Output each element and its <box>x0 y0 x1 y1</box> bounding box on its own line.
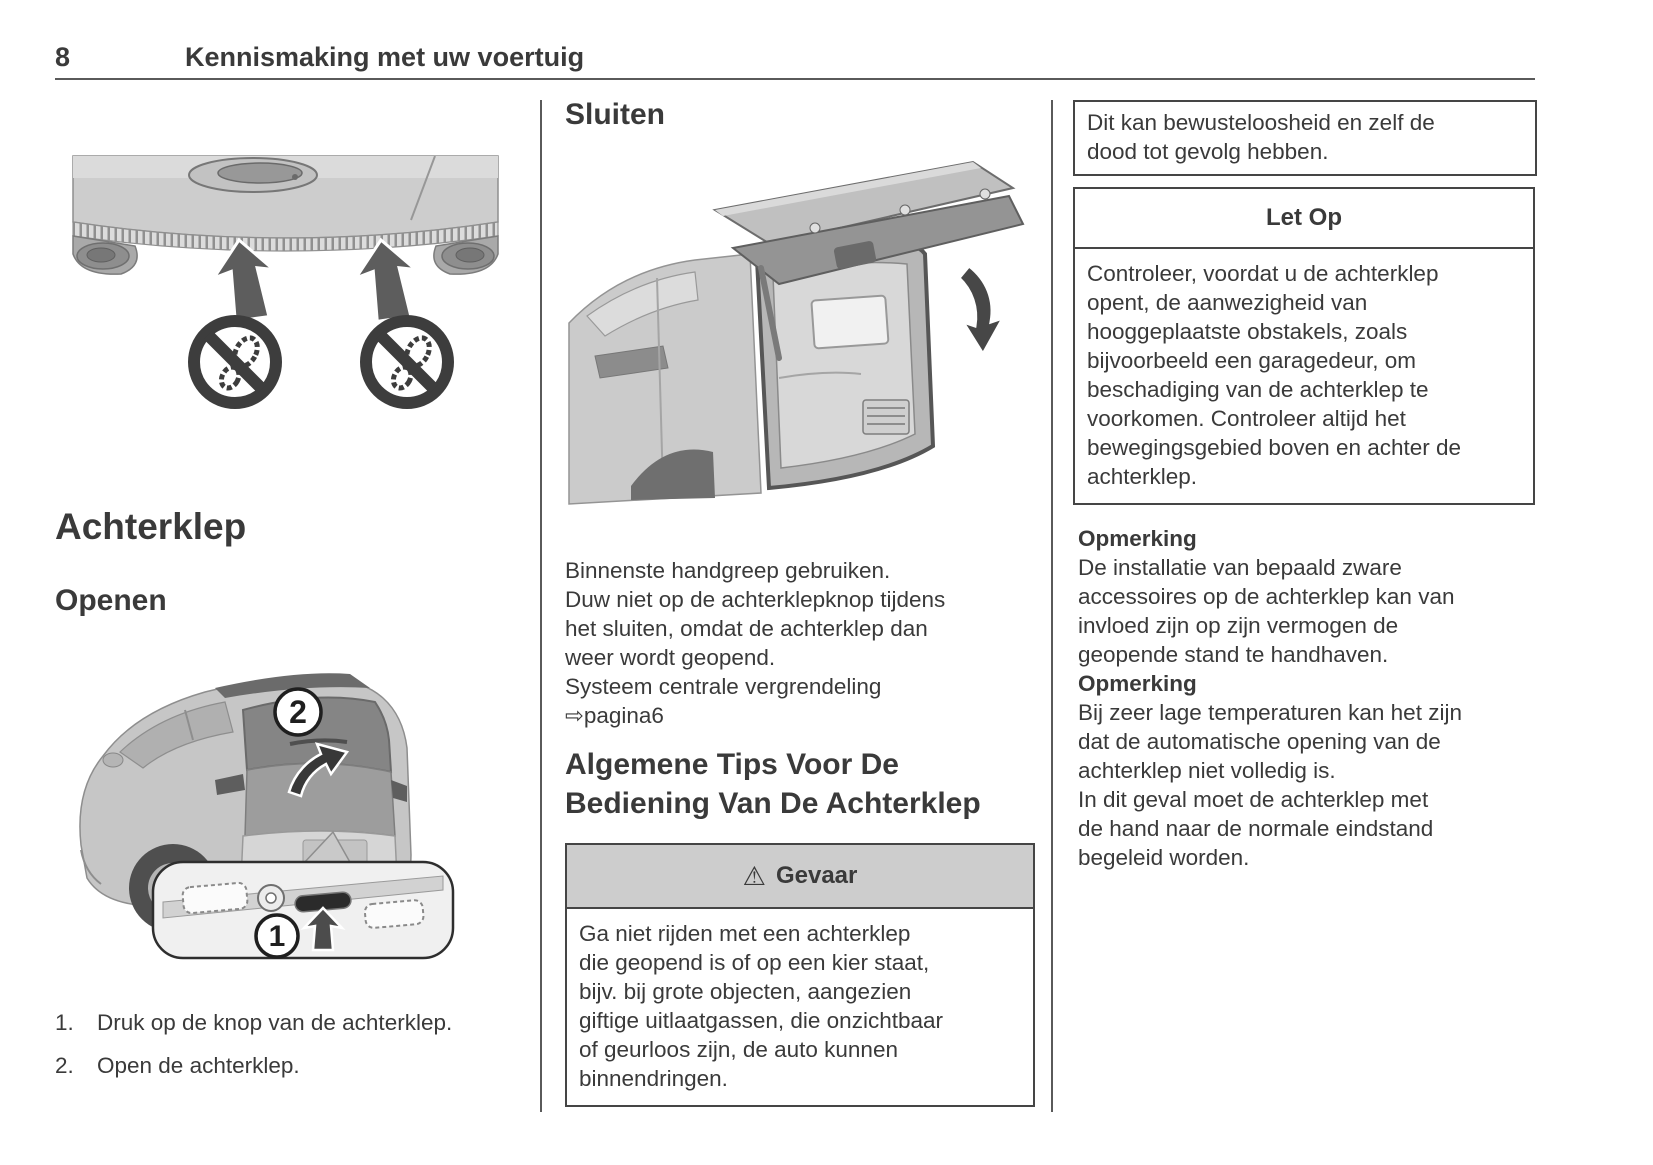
text-line: Systeem centrale vergrendeling <box>565 674 882 699</box>
step-number: 1. <box>55 1010 74 1035</box>
danger-continuation-box <box>1073 100 1537 176</box>
text-line: giftige uitlaatgassen, die onzichtbaar <box>579 1008 943 1033</box>
caution-box-body <box>1075 249 1533 503</box>
text-line: het sluiten, omdat de achterklep dan <box>565 616 928 641</box>
chapter-title: Kennismaking met uw voertuig <box>185 42 585 72</box>
callout-2-label: 2 <box>289 694 307 730</box>
text-line: Binnenste handgreep gebruiken. <box>565 558 891 583</box>
plate-lamp <box>364 900 424 929</box>
bumper-no-step-illustration <box>63 150 508 432</box>
text-line: bijvoorbeeld een garagedeur, om <box>1087 348 1416 373</box>
cross-reference-pagina6: ⇨pagina6 <box>565 703 664 728</box>
step-text: Druk op de knop van de achterklep. <box>97 1010 453 1035</box>
closing-paragraph <box>565 556 945 730</box>
column-separator-left <box>540 100 542 1112</box>
text-line: De installatie van bepaald zware <box>1078 555 1402 580</box>
text-line: Ga niet rijden met een achterklep <box>579 921 911 946</box>
caution-box-header <box>1075 189 1533 249</box>
danger-box-body <box>567 909 1033 1105</box>
car-rear-open-illustration <box>65 640 485 962</box>
tailgate-panel <box>245 763 395 836</box>
warning-icon: ⚠ <box>742 860 766 891</box>
text-line: de hand naar de normale eindstand <box>1078 816 1434 841</box>
text-line: hooggeplaatste obstakels, zoals <box>1087 319 1408 344</box>
note-label: Opmerking <box>1078 526 1197 551</box>
text-line: In dit geval moet de achterklep met <box>1078 787 1429 812</box>
note-label: Opmerking <box>1078 671 1197 696</box>
notes-block <box>1078 524 1462 872</box>
text-line: opent, de aanwezigheid van <box>1087 290 1368 315</box>
danger-box-title: Gevaar <box>775 862 858 889</box>
section-title-tips: Algemene Tips Voor De Bediening Van De Achterklep <box>565 748 981 820</box>
step-number: 2. <box>55 1053 74 1078</box>
header-rule <box>55 78 1535 80</box>
text-line: dood tot gevolg hebben. <box>1087 139 1329 164</box>
text-line: die geopend is of op een kier staat, <box>579 950 930 975</box>
text-line: achterklep niet volledig is. <box>1078 758 1336 783</box>
caution-box <box>1073 187 1535 505</box>
page-number: 8 <box>55 42 71 72</box>
plate-lamp <box>182 882 248 913</box>
text-line: bewegingsgebied boven en achter de <box>1087 435 1462 460</box>
list-item <box>55 1051 525 1081</box>
text-line: weer wordt geopend. <box>565 645 776 670</box>
column-separator-right <box>1051 100 1053 1112</box>
danger-box-header <box>567 845 1033 909</box>
list-item <box>55 1008 525 1038</box>
subsection-title-openen: Openen <box>55 584 167 617</box>
step-text: Open de achterklep. <box>97 1053 300 1078</box>
tailgate-closing-illustration <box>565 148 1030 506</box>
caution-box-title: Let Op <box>1266 204 1342 231</box>
text-line: beschadiging van de achterklep te <box>1087 377 1429 402</box>
side-mirror <box>103 753 123 767</box>
text-line: dat de automatische opening van de <box>1078 729 1441 754</box>
subsection-title-sluiten: Sluiten <box>565 98 666 131</box>
text-line: achterklep. <box>1087 464 1198 489</box>
callout-1-label: 1 <box>268 920 286 953</box>
section-title-achterklep: Achterklep <box>55 506 247 547</box>
text-line: binnendringen. <box>579 1066 728 1091</box>
text-line: bijv. bij grote objecten, aangezien <box>579 979 912 1004</box>
text-line: Dit kan bewusteloosheid en zelf de <box>1087 110 1435 135</box>
no-step-icon <box>366 321 448 403</box>
text-line: Controleer, voordat u de achterklep <box>1087 261 1439 286</box>
text-line: geopende stand te handhaven. <box>1078 642 1389 667</box>
close-direction-arrow-icon <box>959 266 1003 354</box>
text-line: accessoires op de achterklep kan van <box>1078 584 1455 609</box>
text-line: Bij zeer lage temperaturen kan het zijn <box>1078 700 1462 725</box>
text-line: Duw niet op de achterklepknop tijdens <box>565 587 946 612</box>
text-line: invloed zijn op zijn vermogen de <box>1078 613 1399 638</box>
danger-box <box>565 843 1035 1107</box>
text-line: of geurloos zijn, de auto kunnen <box>579 1037 898 1062</box>
text-line: voorkomen. Controleer altijd het <box>1087 406 1406 431</box>
open-steps-list <box>55 1008 525 1094</box>
no-step-icon <box>194 321 276 403</box>
text-line: begeleid worden. <box>1078 845 1250 870</box>
